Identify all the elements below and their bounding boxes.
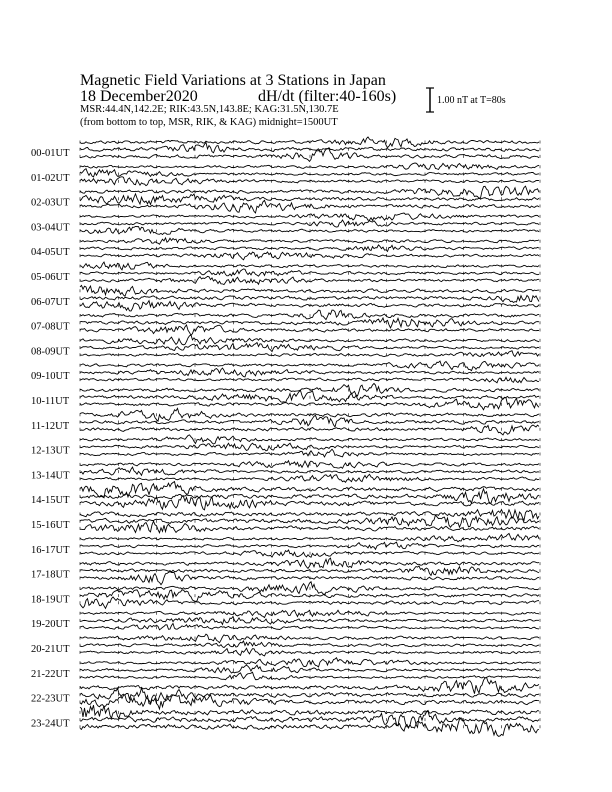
hour-row <box>31 705 540 736</box>
trace-kag <box>80 213 539 220</box>
hour-row-label: 15-16UT <box>31 520 70 531</box>
trace-rik <box>80 245 539 252</box>
trace-kag <box>80 533 539 541</box>
trace-kag <box>80 310 539 319</box>
trace-rik <box>80 665 539 673</box>
station-coordinates: MSR:44.4N,142.2E; RIK:43.5N,143.8E; KAG:31.5N,130.7E <box>80 104 339 115</box>
hour-row-label: 23-24UT <box>31 718 70 730</box>
hour-row <box>31 361 540 383</box>
trace-msr <box>80 474 539 482</box>
chart-title: Magnetic Field Variations at 3 Stations in Japan <box>80 72 386 89</box>
hour-row-label: 03-04UT <box>31 222 70 234</box>
trace-rik <box>80 641 539 648</box>
trace-msr <box>80 301 539 311</box>
trace-kag <box>80 186 539 199</box>
hour-row <box>31 677 540 709</box>
hour-row-label: 01-02UT <box>31 172 70 184</box>
hour-row <box>31 285 540 311</box>
trace-rik <box>80 142 539 152</box>
trace-rik <box>80 443 539 451</box>
trace-rik <box>80 194 539 204</box>
hour-row <box>31 383 540 409</box>
hour-row <box>31 213 540 235</box>
trace-rik <box>80 489 539 504</box>
trace-msr <box>80 226 539 234</box>
trace-rik <box>80 590 539 602</box>
trace-rik <box>80 220 539 227</box>
trace-msr <box>80 597 539 608</box>
trace-msr <box>80 377 539 382</box>
hour-row-label: 10-11UT <box>31 396 70 407</box>
hour-row-label: 16-17UT <box>31 544 70 556</box>
trace-rik <box>80 318 539 328</box>
hour-row <box>31 335 540 358</box>
hour-row-label: 20-21UT <box>31 644 70 655</box>
trace-kag <box>80 163 539 169</box>
hour-row <box>31 461 540 483</box>
trace-kag <box>80 582 539 595</box>
hour-row <box>31 163 540 186</box>
hour-row <box>31 482 540 510</box>
trace-kag <box>80 435 539 444</box>
hour-row <box>31 186 540 213</box>
hour-row-label: 17-18UT <box>31 569 70 581</box>
hour-row-label: 13-14UT <box>31 470 70 482</box>
hour-row-label: 18-19UT <box>31 594 70 606</box>
trace-msr <box>80 149 539 162</box>
hour-row-label: 22-23UT <box>31 693 70 705</box>
trace-msr <box>80 325 539 335</box>
trace-msr <box>80 177 539 186</box>
trace-kag <box>80 482 539 498</box>
trace-kag <box>80 262 539 270</box>
hour-row-label: 09-10UT <box>31 371 70 383</box>
hour-row-label: 11-12UT <box>31 420 70 432</box>
trace-kag <box>80 383 539 396</box>
trace-kag <box>80 238 539 244</box>
hour-row-label: 06-07UT <box>31 296 70 308</box>
hour-row <box>31 238 540 260</box>
trace-rik <box>80 269 539 276</box>
hour-row-label: 02-03UT <box>31 197 70 209</box>
trace-rik <box>80 391 539 403</box>
hour-row <box>31 610 540 630</box>
station-order-note: (from bottom to top, MSR, RIK, & KAG) midnight=1500UT <box>80 117 338 128</box>
trace-kag <box>80 658 539 667</box>
trace-msr <box>80 425 539 435</box>
trace-kag <box>80 705 539 718</box>
hour-row <box>31 510 540 533</box>
trace-rik <box>80 169 539 177</box>
hour-row <box>31 558 540 585</box>
trace-msr <box>80 449 539 457</box>
trace-kag <box>80 408 539 421</box>
chart-date: 18 December2020 <box>80 88 198 105</box>
trace-msr <box>80 351 539 357</box>
trace-kag <box>80 461 539 469</box>
hour-row <box>31 658 540 680</box>
hour-row <box>31 310 540 335</box>
trace-kag <box>80 558 539 568</box>
trace-kag <box>80 677 539 693</box>
trace-kag <box>80 335 539 345</box>
trace-msr <box>80 496 539 510</box>
trace-kag <box>80 510 539 521</box>
trace-kag <box>80 285 539 296</box>
hour-row-label: 21-22UT <box>31 668 70 680</box>
trace-msr <box>80 252 539 260</box>
trace-msr <box>80 397 539 409</box>
trace-msr <box>80 672 539 680</box>
hour-row-label: 00-01UT <box>31 148 70 159</box>
hour-row-label: 12-13UT <box>31 445 70 457</box>
hour-row-label: 08-09UT <box>31 346 70 358</box>
hour-row <box>31 634 540 656</box>
trace-rik <box>80 542 539 549</box>
trace-msr <box>80 276 539 284</box>
hour-row <box>31 533 540 557</box>
hour-row-label: 14-15UT <box>31 495 70 507</box>
trace-kag <box>80 137 539 148</box>
hour-row-label: 07-08UT <box>31 321 70 333</box>
trace-rik <box>80 616 539 624</box>
hour-row <box>31 262 540 285</box>
trace-msr <box>80 623 539 629</box>
hour-row-label: 19-20UT <box>31 619 70 631</box>
hour-row <box>31 408 540 435</box>
trace-kag <box>80 634 539 643</box>
trace-rik <box>80 343 539 352</box>
trace-msr <box>80 550 539 557</box>
hour-row-label: 05-06UT <box>31 272 70 283</box>
hour-row <box>31 582 540 609</box>
filter-label: dH/dt (filter:40-160s) <box>258 88 397 105</box>
scale-bar <box>426 88 434 112</box>
trace-msr <box>80 648 539 656</box>
trace-rik <box>80 467 539 475</box>
hour-row <box>31 435 540 457</box>
scale-label: 1.00 nT at T=80s <box>437 95 506 106</box>
trace-msr <box>80 521 539 533</box>
trace-rik <box>80 515 539 527</box>
trace-kag <box>80 610 539 617</box>
trace-rik <box>80 566 539 576</box>
trace-kag <box>80 361 539 371</box>
hour-row <box>31 137 540 161</box>
hour-row-label: 04-05UT <box>31 247 70 259</box>
